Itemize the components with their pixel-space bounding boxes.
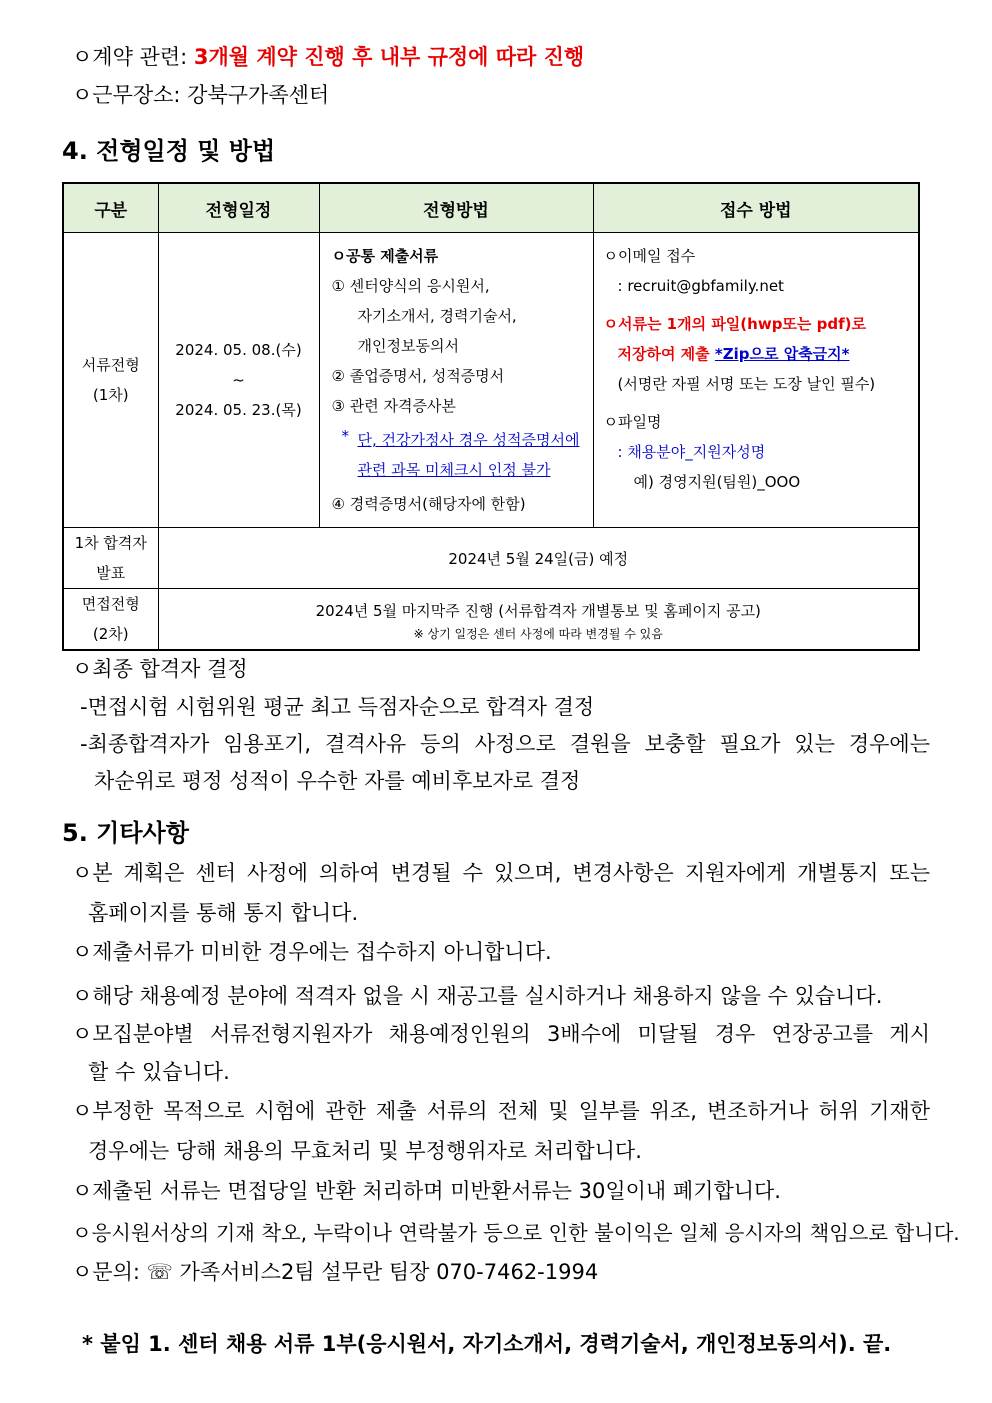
etc-item7: ㅇ응시원서상의 기재 착오, 누락이나 연락불가 등으로 인한 불이익은 일체 응시자의 책임으로 합니다. (72, 1221, 960, 1245)
etc-item5b: 경우에는 당해 채용의 무효처리 및 부정행위자로 처리합니다. (88, 1139, 642, 1163)
final-decision-item2a: -최종합격자가 임용포기, 결격사유 등의 사정으로 결원을 보충할 필요가 있는 경우에는 (80, 732, 930, 756)
header-category: 구분 (63, 183, 158, 233)
method-note-line1: 단, 건강가정사 경우 성적증명서에 (357, 431, 580, 449)
row3-value-text: 2024년 5월 마지막주 진행 (서류합격자 개별통보 및 홈페이지 공고) (315, 601, 761, 620)
row3-label-line1: 면접전형 (81, 595, 140, 613)
method-note (332, 421, 593, 485)
etc-item1a: ㅇ본 계획은 센터 사정에 의하여 변경될 수 있으며, 변경사항은 지원자에게 개별통지 또는 (72, 861, 930, 885)
schedule-table (62, 182, 920, 651)
method-item4: ④ 경력증명서(해당자에 한함) (331, 495, 526, 513)
row2-label-line2: 발표 (96, 564, 126, 582)
row3-label-line2: (2차) (92, 625, 129, 643)
workplace-line: ㅇ근무장소: 강북구가족센터 (72, 83, 330, 107)
attachment-line: * 붙임 1. 센터 채용 서류 1부(응시원서, 자기소개서, 경력기술서, 개인정보동의서). 끝. (82, 1332, 892, 1356)
method-item1a: ① 센터양식의 응시원서, (331, 277, 490, 295)
etc-item6: ㅇ제출된 서류는 면접당일 반환 처리하며 미반환서류는 30일이내 폐기합니다. (72, 1179, 781, 1203)
etc-item3: ㅇ해당 채용예정 분야에 적격자 없을 시 재공고를 실시하거나 채용하지 않을 수 있습니다. (72, 984, 883, 1008)
contact-line: ㅇ문의: ☏ 가족서비스2팀 설무란 팀장 070-7462-1994 (72, 1260, 599, 1284)
etc-item5a: ㅇ부정한 목적으로 시험에 관한 제출 서류의 전체 및 일부를 위조, 변조하거나 허위 기재한 (72, 1099, 930, 1123)
table-header-row (63, 183, 919, 233)
recv-file-line1: ㅇ서류는 1개의 파일(hwp또는 pdf)로 (603, 315, 866, 333)
contract-value: 3개월 계약 진행 후 내부 규정에 따라 진행 (193, 45, 585, 69)
row2-value: 2024년 5월 24일(금) 예정 (158, 528, 919, 589)
recv-filename-title: ㅇ파일명 (603, 413, 662, 431)
header-reception: 접수 방법 (593, 183, 919, 233)
row1-dates (158, 233, 319, 528)
final-decision-item2b: 차순위로 평정 성적이 우수한 자를 예비후보자로 결정 (94, 769, 581, 793)
row1-label (63, 233, 158, 528)
method-title: ㅇ공통 제출서류 (331, 247, 439, 265)
first-pass-announcement-row (63, 528, 919, 589)
recv-zip-warning: *Zip으로 압축금지* (714, 345, 850, 363)
row3-value (158, 589, 919, 651)
row2-label-line1: 1차 합격자 (74, 534, 147, 552)
header-method: 전형방법 (319, 183, 593, 233)
method-item2: ② 졸업증명서, 성적증명서 (331, 367, 505, 385)
etc-item4b: 할 수 있습니다. (88, 1060, 230, 1084)
section4-title: 4. 전형일정 및 방법 (62, 137, 276, 165)
recv-file-line2a: 저장하여 제출 (617, 345, 715, 363)
recv-file-line2 (604, 339, 919, 369)
recv-file-line3: (서명란 자필 서명 또는 도장 날인 필수) (617, 375, 876, 393)
etc-item2: ㅇ제출서류가 미비한 경우에는 접수하지 아니합니다. (72, 940, 552, 964)
recv-email-address: : recruit@gbfamily.net (617, 277, 784, 295)
row1-method (319, 233, 593, 528)
etc-item1b: 홈페이지를 통해 통지 합니다. (88, 901, 359, 925)
contract-line (72, 42, 584, 72)
row2-label (63, 528, 158, 589)
method-item3: ③ 관련 자격증사본 (331, 397, 456, 415)
row1-label-line2: (1차) (92, 386, 129, 404)
date-start: 2024. 05. 08.(수) (175, 341, 302, 359)
row1-label-line1: 서류전형 (81, 356, 140, 374)
row3-label (63, 589, 158, 651)
interview-row (63, 589, 919, 651)
etc-item4a: ㅇ모집분야별 서류전형지원자가 채용예정인원의 3배수에 미달될 경우 연장공고를 게시 (72, 1022, 930, 1046)
final-decision-title: ㅇ최종 합격자 결정 (72, 657, 248, 681)
method-item1c: 개인정보동의서 (357, 337, 459, 355)
document-screening-row (63, 233, 919, 528)
recv-filename-example: 예) 경영지원(팀원)_OOO (633, 473, 801, 491)
final-decision-item1: -면접시험 시험위원 평균 최고 득점자순으로 합격자 결정 (80, 695, 595, 719)
date-separator: ~ (232, 371, 245, 389)
date-end: 2024. 05. 23.(목) (175, 401, 302, 419)
recv-filename-format: : 채용분야_지원자성명 (617, 443, 766, 461)
method-note-line2: 관련 과목 미체크시 인정 불가 (357, 461, 551, 479)
method-item1b: 자기소개서, 경력기술서, (357, 307, 517, 325)
row1-reception (593, 233, 919, 528)
method-note-star: * (341, 427, 349, 445)
contract-label: ㅇ계약 관련: (72, 45, 194, 69)
row3-note: ※ 상기 일정은 센터 사정에 따라 변경될 수 있음 (413, 626, 663, 641)
header-schedule: 전형일정 (158, 183, 319, 233)
recv-email-title: ㅇ이메일 접수 (603, 247, 696, 265)
section5-title: 5. 기타사항 (62, 819, 189, 847)
